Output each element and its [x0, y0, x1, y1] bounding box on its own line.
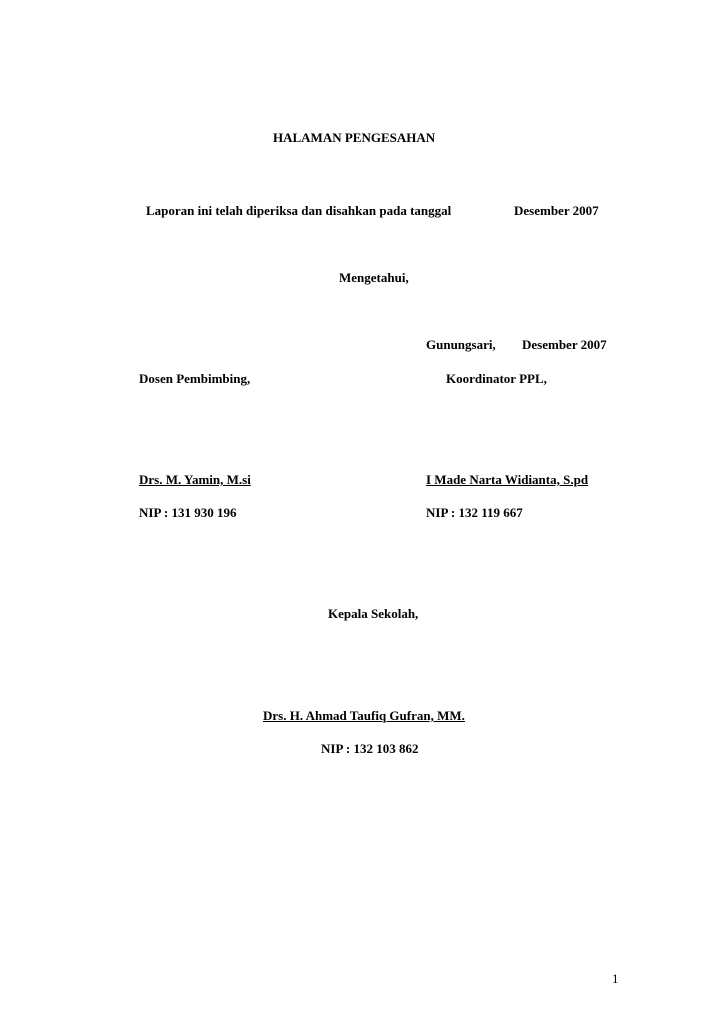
coordinator-role: Koordinator PPL,	[446, 371, 547, 386]
supervisor-name: Drs. M. Yamin, M.si	[139, 472, 251, 487]
principal-name: Drs. H. Ahmad Taufiq Gufran, MM.	[263, 708, 465, 723]
coordinator-name: I Made Narta Widianta, S.pd	[426, 472, 589, 487]
page-number: 1	[612, 971, 619, 986]
place-date: Desember 2007	[522, 337, 607, 352]
statement-text: Laporan ini telah diperiksa dan disahkan pada tanggal	[146, 203, 452, 218]
coordinator-nip: NIP : 132 119 667	[426, 505, 523, 520]
page-title: HALAMAN PENGESAHAN	[273, 130, 436, 145]
principal-nip: NIP : 132 103 862	[321, 741, 419, 756]
statement-date: Desember 2007	[514, 203, 599, 218]
supervisor-nip: NIP : 131 930 196	[139, 505, 237, 520]
supervisor-role: Dosen Pembimbing,	[139, 371, 251, 386]
principal-role: Kepala Sekolah,	[328, 606, 419, 621]
place-label: Gunungsari,	[426, 337, 496, 352]
acknowledged-label: Mengetahui,	[339, 270, 409, 285]
